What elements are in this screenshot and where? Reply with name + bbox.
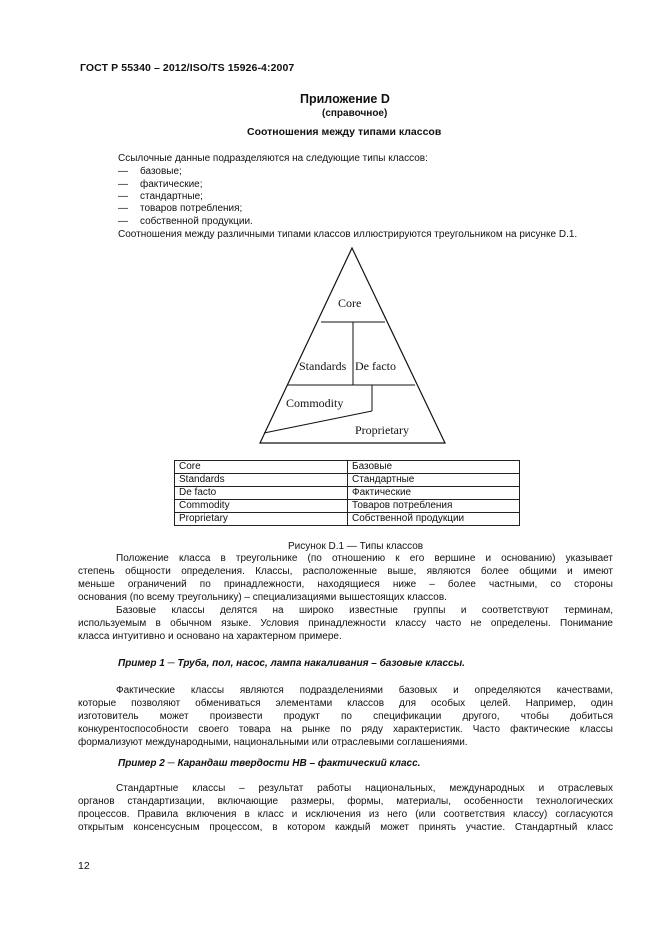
- paragraph-line: процессов. Правила включения в класс и исключения из него (или соответствия классу) согласуются: [78, 809, 613, 820]
- paragraph-line: органов стандартизации, включающие размеры, формы, материалы, особенности технологических: [78, 796, 613, 807]
- table-cell-ru: Стандартные: [348, 474, 520, 487]
- table-cell-en: Proprietary: [175, 513, 348, 526]
- table-cell-ru: Товаров потребления: [348, 500, 520, 513]
- paragraph-line: Базовые классы делятся на широко известные группы и соответствуют терминам,: [116, 605, 613, 616]
- table-row: [175, 487, 520, 500]
- table-row: [175, 500, 520, 513]
- list-item: [118, 191, 203, 202]
- paragraph-line: степень общности определения. Классы, расположенные выше, являются более общими и имеют: [78, 566, 613, 577]
- table-cell-en: Core: [175, 461, 348, 474]
- intro-text: Ссылочные данные подразделяются на следующие типы классов:: [118, 153, 428, 164]
- label-standards: Standards: [299, 359, 347, 373]
- table-row: [175, 474, 520, 487]
- table-cell-en: Commodity: [175, 500, 348, 513]
- paragraph-line: формализуют международными, национальными или отраслевыми соглашениями.: [78, 737, 468, 748]
- paragraph-line: класса интуитивно и основано на характерном примере.: [78, 631, 342, 642]
- paragraph-line: изготовитель может произвести продукт по спецификации другого, чтобы добиться: [78, 711, 613, 722]
- appendix-subtitle: (справочное): [322, 108, 388, 119]
- label-commodity: Commodity: [286, 396, 344, 410]
- list-dash: —: [118, 203, 128, 214]
- list-item-text: товаров потребления;: [140, 203, 243, 214]
- list-dash: —: [118, 191, 128, 202]
- label-de-facto: De facto: [355, 359, 396, 373]
- example-2: Пример 2 ─ Карандаш твердости НВ – фактический класс.: [118, 758, 421, 769]
- list-dash: —: [118, 166, 128, 177]
- list-item-text: стандартные;: [140, 191, 203, 202]
- list-item-text: собственной продукции.: [140, 216, 253, 227]
- paragraph-line: основания (по всему треугольнику) – специализациями вышестоящих классов.: [78, 592, 447, 603]
- list-item-text: базовые;: [140, 166, 182, 177]
- list-dash: —: [118, 216, 128, 227]
- paragraph-line: которые позволяют обмениваться элементами классов для особых целей. Например, один: [78, 698, 613, 709]
- figure-caption: Рисунок D.1 — Типы классов: [288, 541, 424, 552]
- table-row: [175, 461, 520, 474]
- paragraph-line: Фактические классы являются подразделениями базовых и определяются качествами,: [116, 685, 613, 696]
- table-cell-en: De facto: [175, 487, 348, 500]
- table-cell-ru: Базовые: [348, 461, 520, 474]
- paragraph-line: Стандартные классы – результат работы национальных, международных и отраслевых: [116, 783, 613, 794]
- example-1: Пример 1 ─ Труба, пол, насос, лампа накаливания – базовые классы.: [118, 658, 465, 669]
- paragraph-line: Положение класса в треугольнике (по отношению к его вершине и основанию) указывает: [116, 553, 613, 564]
- list-item: [118, 216, 253, 227]
- list-item-text: фактические;: [140, 179, 203, 190]
- document-header: ГОСТ Р 55340 – 2012/ISO/TS 15926-4:2007: [80, 62, 295, 74]
- class-triangle-diagram: [250, 245, 450, 455]
- paragraph-line: конкурентоспособности своего товара на рынке по ряду характеристик. Часто фактические классы: [78, 724, 613, 735]
- paragraph-line: меньше ограничений по принадлежности, находящиеся ниже – более частными, со стороны: [78, 579, 613, 590]
- table-cell-en: Standards: [175, 474, 348, 487]
- list-item: [118, 203, 242, 214]
- class-types-table: [174, 460, 520, 526]
- label-proprietary: Proprietary: [355, 423, 409, 437]
- table-cell-ru: Собственной продукции: [348, 513, 520, 526]
- appendix-title: Приложение D: [300, 92, 390, 106]
- list-item: [118, 166, 182, 177]
- table-row: [175, 513, 520, 526]
- section-title: Соотношения между типами классов: [247, 126, 442, 138]
- table-cell-ru: Фактические: [348, 487, 520, 500]
- list-item: [118, 179, 203, 190]
- page-number: 12: [78, 860, 90, 872]
- label-core: Core: [338, 296, 362, 310]
- paragraph-line: открытым консенсусным процессом, в котором каждый может принять участие. Стандартный класс: [78, 822, 613, 833]
- paragraph-line: используемым в обычном языке. Условия принадлежности классу часто не определены. Понимание: [78, 618, 613, 629]
- list-dash: —: [118, 179, 128, 190]
- figure-intro: Соотношения между различными типами классов иллюстрируются треугольником на рисунке D.1.: [118, 229, 578, 240]
